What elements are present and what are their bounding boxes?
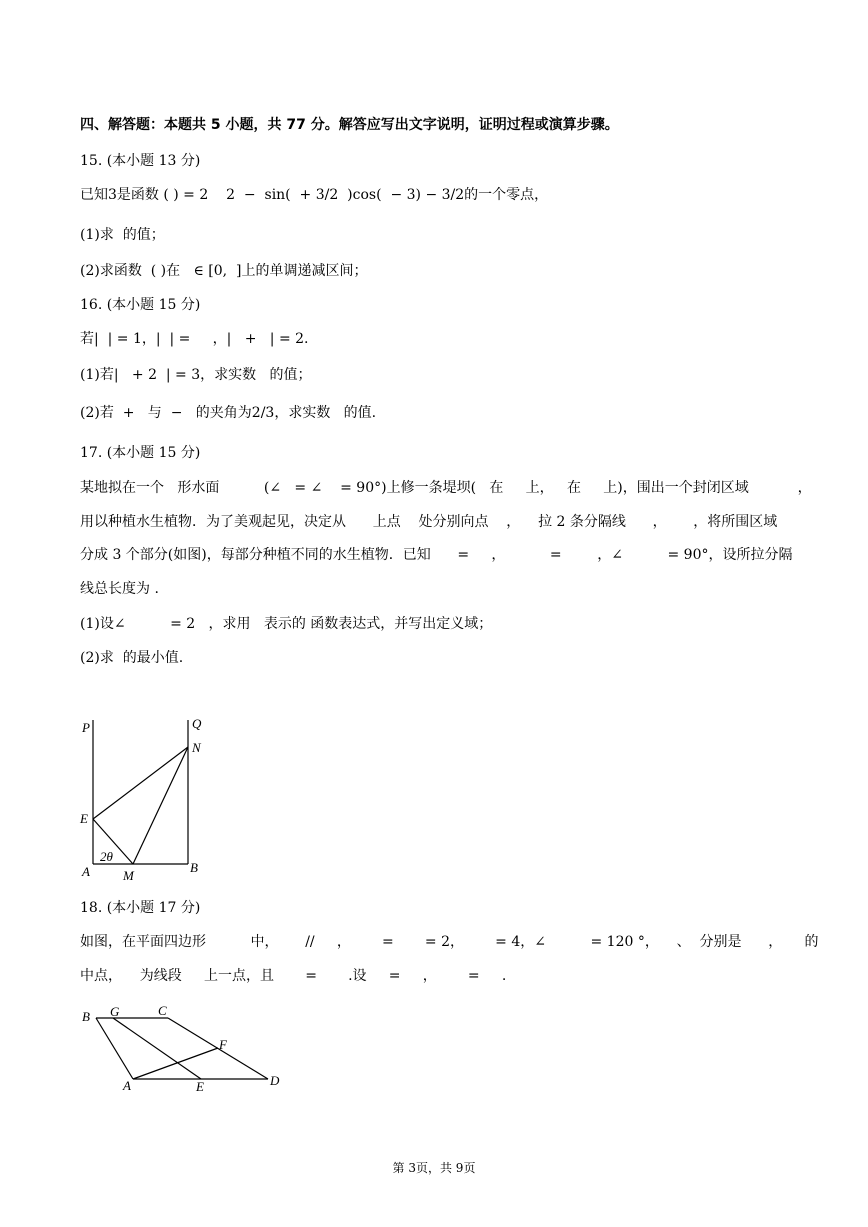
q17-header: 17. (本小题 15 分) xyxy=(80,445,201,461)
label-E: E xyxy=(196,1079,204,1094)
label-M: M xyxy=(123,868,134,883)
q17-stem-3: 分成 3 个部分(如图)，每部分种植不同的水生植物．已知 = ， = ，∠ = 90°，设所拉分隔 xyxy=(80,547,793,563)
section-heading: 四、解答题：本题共 5 小题，共 77 分。解答应写出文字说明，证明过程或演算步骤。 xyxy=(80,117,619,133)
label-D: D xyxy=(270,1073,280,1088)
q15-part2: (2)求函数 ( )在 ∈ [0, ]上的单调递减区间； xyxy=(80,263,368,279)
q15-header: 15. (本小题 13 分) xyxy=(80,153,201,169)
q16-header: 16. (本小题 15 分) xyxy=(80,297,201,313)
q15-stem: 已知3是函数 ( ) = 2 2 − sin( + 3/2 )cos( − 3) − 3/2的一个零点， xyxy=(80,187,549,203)
q17-part1: (1)设∠ = 2 ，求用 表示的 函数表达式，并写出定义域； xyxy=(80,616,493,632)
label-B: B xyxy=(82,1009,90,1024)
label-2theta: 2θ xyxy=(100,849,113,864)
label-B: B xyxy=(190,860,198,875)
figure-dam-diagram xyxy=(76,712,216,882)
label-N: N xyxy=(192,740,201,755)
q16-part2: (2)若 + 与 − 的夹角为2/3，求实数 的值. xyxy=(80,405,377,421)
q15-part1: (1)求 的值； xyxy=(80,227,165,243)
q18-header: 18. (本小题 17 分) xyxy=(80,900,201,916)
label-Q: Q xyxy=(192,716,202,731)
q16-stem: 若| | = 1，| | = ，| + | = 2. xyxy=(80,331,309,347)
label-P: P xyxy=(82,720,90,735)
q16-part1: (1)若| + 2 | = 3，求实数 的值； xyxy=(80,367,312,383)
figure-quadrilateral-diagram xyxy=(76,1004,286,1094)
q17-stem-2: 用以种植水生植物．为了美观起见，决定从 上点 处分别向点 ， 拉 2 条分隔线 ， ，将所围区域 xyxy=(80,514,778,530)
q17-part2: (2)求 的最小值. xyxy=(80,650,184,666)
label-F: F xyxy=(219,1037,227,1052)
q18-stem-1: 如图，在平面四边形 中， // ， = = 2， = 4，∠ = 120 °， 、 分别是 ， 的 xyxy=(80,934,819,950)
page-footer: 第 3页，共 9页 xyxy=(392,1161,476,1175)
q18-stem-2: 中点， 为线段 上一点，且 = .设 = ， = . xyxy=(80,968,507,984)
label-A: A xyxy=(82,864,90,879)
label-G: G xyxy=(110,1004,120,1019)
label-A: A xyxy=(123,1078,131,1093)
q17-stem-1: 某地拟在一个 形水面 (∠ = ∠ = 90°)上修一条堤坝( 在 上， 在 上)，围出一个封闭区域 ， xyxy=(80,480,812,496)
label-C: C xyxy=(158,1003,167,1018)
label-E: E xyxy=(80,811,88,826)
q17-stem-4: 线总长度为 . xyxy=(80,581,159,597)
